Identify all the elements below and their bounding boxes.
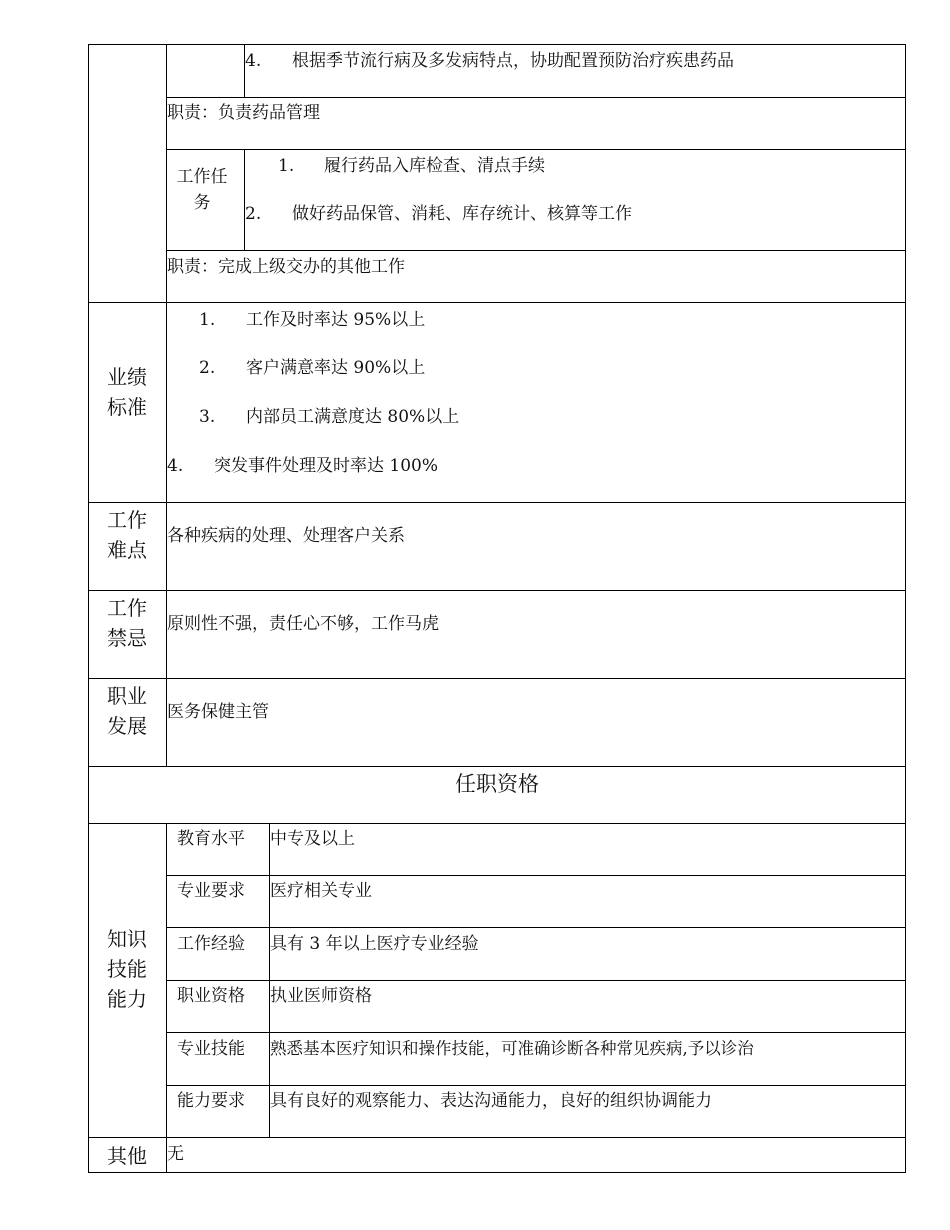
qualification-value: 具有良好的观察能力、表达沟通能力，良好的组织协调能力 bbox=[270, 1091, 712, 1111]
taboo-text: 原则性不强，责任心不够，工作马虎 bbox=[167, 614, 439, 634]
qualification-header: 任职资格 bbox=[455, 772, 539, 796]
grid-line bbox=[88, 302, 906, 303]
work-task-label: 工作任务 bbox=[176, 167, 228, 213]
task-item-text: 履行药品入库检查、清点手续 bbox=[324, 156, 545, 176]
qualification-value: 中专及以上 bbox=[270, 829, 355, 849]
grid-line bbox=[88, 1137, 906, 1138]
other-text: 无 bbox=[167, 1144, 184, 1164]
qualification-key: 职业资格 bbox=[177, 986, 245, 1006]
grid-line bbox=[166, 149, 906, 150]
grid-line bbox=[88, 590, 906, 591]
career-text: 医务保健主管 bbox=[167, 702, 269, 722]
qualification-value: 具有 3 年以上医疗专业经验 bbox=[270, 934, 479, 954]
grid-line bbox=[166, 1085, 906, 1086]
grid-line bbox=[166, 97, 906, 98]
qualification-key: 能力要求 bbox=[177, 1091, 245, 1111]
career-label: 职业发展 bbox=[107, 684, 147, 738]
performance-item-text: 客户满意率达 90%以上 bbox=[246, 358, 426, 378]
performance-item-text: 工作及时率达 95%以上 bbox=[246, 310, 426, 330]
grid-line bbox=[166, 875, 906, 876]
task-item-number: 2. bbox=[245, 204, 262, 224]
performance-item-text: 内部员工满意度达 80%以上 bbox=[246, 407, 460, 427]
performance-item-number: 1. bbox=[199, 310, 216, 330]
performance-item-text: 突发事件处理及时率达 100% bbox=[214, 456, 439, 476]
performance-label: 业绩标准 bbox=[107, 365, 147, 419]
qualification-key: 专业要求 bbox=[177, 881, 245, 901]
performance-item-number: 2. bbox=[199, 358, 216, 378]
duty-drug-management: 职责：负责药品管理 bbox=[167, 103, 320, 123]
grid-line bbox=[166, 250, 906, 251]
knowledge-label: 知识技能能力 bbox=[107, 927, 147, 1011]
difficulty-text: 各种疾病的处理、处理客户关系 bbox=[167, 526, 405, 546]
qualification-value: 熟悉基本医疗知识和操作技能，可准确诊断各种常见疾病,予以诊治 bbox=[270, 1039, 754, 1058]
performance-item-number: 4. bbox=[167, 456, 184, 476]
grid-line bbox=[166, 980, 906, 981]
task-item-number: 4. bbox=[245, 51, 262, 71]
grid-line bbox=[244, 150, 245, 251]
task-item-text: 做好药品保管、消耗、库存统计、核算等工作 bbox=[292, 204, 632, 224]
qualification-value: 执业医师资格 bbox=[270, 986, 372, 1006]
qualification-value: 医疗相关专业 bbox=[270, 881, 372, 901]
duty-other-work: 职责：完成上级交办的其他工作 bbox=[167, 257, 405, 277]
task-item-number: 1. bbox=[278, 156, 295, 176]
qualification-key: 专业技能 bbox=[177, 1039, 245, 1059]
grid-line bbox=[88, 502, 906, 503]
grid-line bbox=[88, 823, 906, 824]
grid-line bbox=[88, 678, 906, 679]
qualification-key: 教育水平 bbox=[177, 829, 245, 849]
grid-line bbox=[88, 766, 906, 767]
taboo-label: 工作禁忌 bbox=[107, 596, 147, 650]
grid-line bbox=[166, 1032, 906, 1033]
task-item-text: 根据季节流行病及多发病特点，协助配置预防治疗疾患药品 bbox=[292, 51, 734, 71]
performance-item-number: 3. bbox=[199, 407, 216, 427]
other-label: 其他 bbox=[107, 1144, 147, 1168]
difficulty-label: 工作难点 bbox=[107, 508, 147, 562]
qualification-key: 工作经验 bbox=[177, 934, 245, 954]
grid-line bbox=[166, 927, 906, 928]
